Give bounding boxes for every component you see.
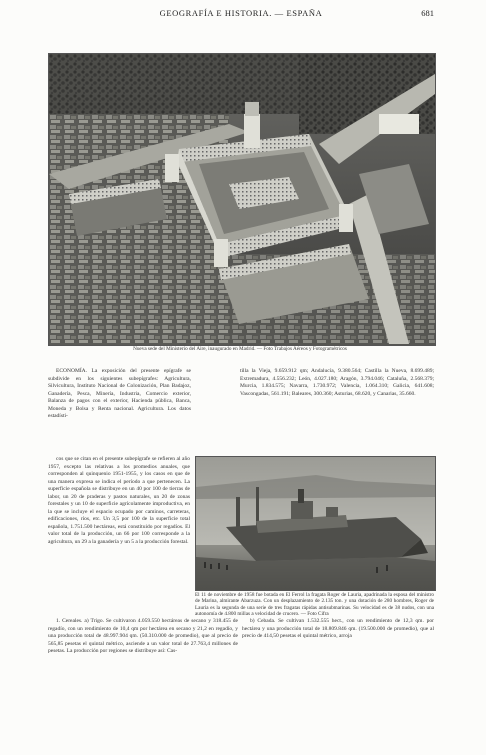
wheat-regions-paragraph: tilla la Vieja, 9.659.912 qm; Andalucía, 9.380.564; Castilla la Nueva, 8.699.489; Extremadura, 4.556.232; León, 4.027.180; Aragón, 3.794.046; Cataluña, 2.568.379; Murcia, 1.834.575; Navarra, 1.730.972; Valencia, 1.064.310; Galicia, 641.608; Vascongadas, 561.191; Baleares, 300.360; Asturias, 68.620, y Canarias, 35.660.	[240, 368, 434, 397]
frigate-ship-image	[196, 457, 435, 590]
cebada-paragraph: b) Cebada. Se cultivan 1.532.555 hect., con un rendimiento de 12,3 qm. por hectárea y una producción total de 18.809.846 qm. (19.500.000 de promedio), que al precio de 414,50 pesetas el quintal métrico, arroja	[242, 618, 434, 639]
economia-intro-paragraph: ECONOMÍA. La exposición del presente epígrafe se subdivide en los siguientes subepígrafes: Agricultura, Silvicultura, Instituto Nacional de Colonización, Plan Badajoz, Ganadería, Pesca, Minería, Industria, Comercio exterior, Balanza de pagos con el exterior, Hacienda pública, Banca, Moneda y Bolsa y Renta nacional. Agricultura. Los datos estadísti-	[48, 368, 191, 419]
aerial-photo-ministry	[48, 53, 436, 346]
main-photo-caption: Nueva sede del Ministerio del Aire, inaugurado en Madrid. — Foto Trabajos Aéreos y Fotogramétricos	[133, 346, 347, 352]
ship-photo-caption: El 11 de noviembre de 1958 fue botada en El Ferrol la fragata Roger de Lauria, apadrinada la esposa del ministro de Marina, almirante Abarzuza. Con un desplazamiento de 2.135 ton. y una dotación de 280 hombres, Roger de Lauria es la segunda de una serie de tres fragatas rápidas antisubmarinas. Su velocidad es de 38 nudos, con una autonomía de 4.800 millas a velocidad de crucero. — Foto Cifra	[195, 592, 434, 617]
running-title: GEOGRAFÍA E HISTORIA. — ESPAÑA	[159, 8, 323, 18]
agricultura-column	[48, 456, 190, 547]
cebada-column	[242, 618, 434, 642]
economia-intro-column	[48, 368, 191, 422]
page-number: 681	[421, 8, 434, 18]
cereales-column	[48, 618, 238, 657]
wheat-regions-column	[240, 368, 434, 399]
cereales-paragraph: 1. Cereales. a) Trigo. Se cultivaron 4.059.550 hectáreas de secano y 318.455 de regadío, con un rendimiento de 10,4 qm por hectárea en secano y 21,2 en regadío, y una producción total de 48.997.904 qm. (50.310.000 de promedio), que al precio de 565,85 pesetas el quintal métrico, asciende a un valor total de 27.763,4 millones de pesetas. La producción por regiones se distribuye así: Cas-	[48, 618, 238, 654]
agricultura-paragraph: cos que se citan en el presente subepígrafe se refieren al año 1957, excepto las relativas a los promedios anuales, que corresponden al quinquenio 1951-1955, y los casos en que de una manera expresa se indica el período a que pertenecen. La superficie española se distribuye en un 40 por 100 de tierras de labor, un 20 de praderas y pastos naturales, un 20 de zonas forestales y un 10 de superficie agrícolamente improductiva, en la que se incluye el espacio ocupado por caminos, carreteras, edificaciones, ríos, etc. Un 3,5 por 100 de la superficie total española, 1.751.500 hectáreas, está constituido por regadíos. El valor total de la producción, un 66 por 100 corresponde a la agricultura, un 29 a la ganadería y un 5 a la producción forestal.	[48, 456, 190, 545]
aerial-city-image	[49, 54, 435, 345]
page-header	[48, 4, 434, 26]
frigate-launch-photo	[195, 456, 436, 591]
